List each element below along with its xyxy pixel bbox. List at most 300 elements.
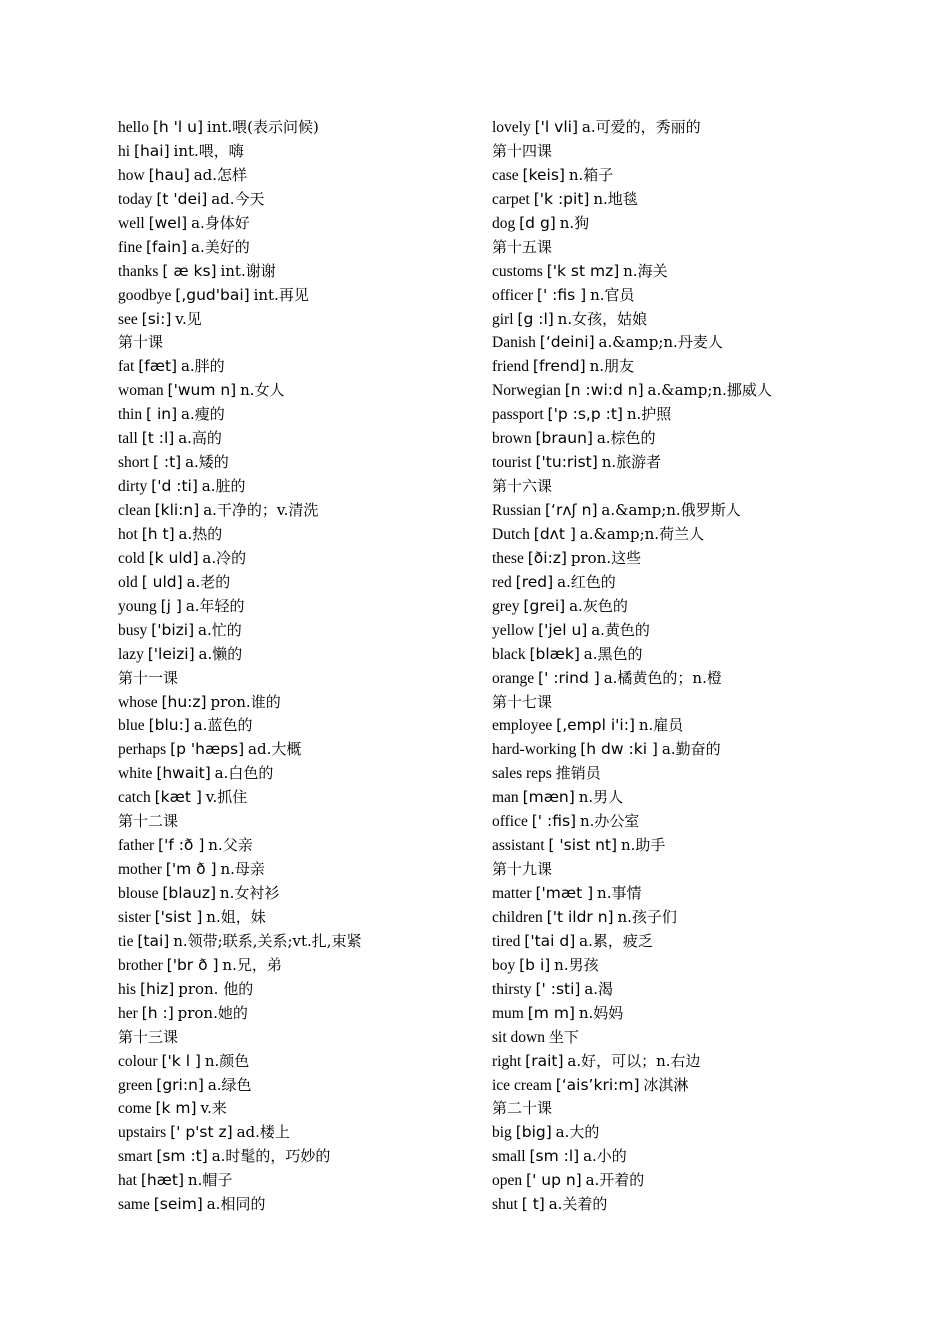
- vocab-entry: [492, 978, 852, 1002]
- vocab-entry: [118, 236, 478, 260]
- vocab-phonetic: [d g]: [519, 213, 556, 232]
- vocab-definition: a.冷的: [202, 548, 247, 567]
- vocab-word: thin: [118, 406, 143, 424]
- vocab-word: officer: [492, 286, 534, 304]
- vocab-phonetic: [t 'dei]: [156, 189, 208, 208]
- vocab-phonetic: [j ]: [160, 596, 182, 615]
- vocab-definition: ad.怎样: [193, 165, 248, 184]
- vocab-word: lovely: [492, 119, 531, 136]
- vocab-phonetic: ['sist ]: [154, 907, 203, 926]
- vocab-entry: [118, 643, 478, 667]
- vocab-entry: [492, 714, 852, 738]
- vocab-word: upstairs: [118, 1124, 167, 1142]
- vocab-phonetic: [hau]: [148, 165, 190, 184]
- vocab-definition: n.孩子们: [617, 907, 677, 926]
- vocab-entry: [118, 834, 478, 858]
- vocab-phonetic: [sm :t]: [156, 1147, 208, 1166]
- vocab-phonetic: [blæk]: [529, 644, 580, 663]
- vocab-word: his: [118, 980, 137, 998]
- lesson-heading: [118, 331, 478, 355]
- lesson-title: 第十二课: [118, 812, 179, 831]
- vocab-word: grey: [492, 597, 520, 615]
- vocab-entry: [118, 164, 478, 188]
- vocab-word: assistant: [492, 837, 545, 855]
- vocab-entry: [492, 284, 852, 308]
- vocab-entry: [118, 188, 478, 212]
- vocab-phonetic: [ in]: [146, 405, 178, 424]
- vocab-entry: [492, 1121, 852, 1145]
- vocab-entry: [492, 188, 852, 212]
- vocab-definition: ad.楼上: [236, 1123, 290, 1142]
- vocab-word: matter: [492, 885, 532, 902]
- vocab-word: customs: [492, 262, 543, 280]
- vocab-entry: [492, 116, 852, 140]
- vocab-phonetic: ['k l ]: [161, 1051, 201, 1070]
- vocab-definition: v.抓住: [205, 788, 248, 807]
- vocab-phonetic: [ uld]: [141, 572, 183, 591]
- vocab-word: man: [492, 789, 519, 807]
- vocab-entry: [492, 882, 852, 906]
- vocab-entry: [118, 738, 478, 762]
- vocab-phonetic: [hwait]: [156, 764, 211, 783]
- vocab-word: thirsty: [492, 980, 532, 998]
- vocab-phonetic: [' :fis ]: [536, 285, 587, 304]
- vocab-phonetic: [dʌt ]: [533, 524, 576, 543]
- vocab-definition: n.雇员: [638, 716, 684, 735]
- vocab-entry: [118, 1193, 478, 1217]
- vocab-word: dirty: [118, 478, 148, 496]
- vocab-definition: n.男人: [578, 788, 624, 807]
- vocab-word: goodbye: [118, 286, 172, 304]
- vocab-word: tall: [118, 430, 138, 448]
- vocab-word: employee: [492, 717, 553, 735]
- vocab-definition: a.身体好: [191, 213, 250, 232]
- vocab-definition: n.旅游者: [601, 453, 662, 472]
- vocab-word: big: [492, 1124, 512, 1142]
- vocab-word: hard-working: [492, 741, 577, 759]
- vocab-definition: v.见: [175, 309, 202, 328]
- vocab-definition: n.男孩: [554, 955, 599, 974]
- vocab-entry: [118, 451, 478, 475]
- lesson-heading: [492, 475, 852, 499]
- vocab-phonetic: [k m]: [155, 1099, 197, 1118]
- vocab-entry: [118, 475, 478, 499]
- vocab-definition: v.来: [200, 1099, 227, 1118]
- vocab-phonetic: [kæt ]: [154, 788, 202, 807]
- vocab-word: perhaps: [118, 741, 167, 759]
- vocab-entry: [118, 355, 478, 379]
- vocab-entry: [118, 714, 478, 738]
- lesson-heading: [492, 691, 852, 715]
- vocab-definition: a.胖的: [180, 357, 225, 376]
- vocab-phonetic: [h t]: [141, 524, 175, 543]
- vocab-phonetic: [blu:]: [148, 716, 190, 735]
- vocab-phonetic: [hæt]: [140, 1171, 185, 1190]
- vocab-definition: n.女人: [240, 381, 285, 400]
- vocab-phonetic: [' :rind ]: [538, 668, 600, 687]
- lesson-title: 第十七课: [492, 692, 553, 711]
- vocab-definition: a.橘黄色的；n.橙: [603, 668, 722, 687]
- vocab-word: colour: [118, 1052, 158, 1070]
- vocab-phonetic: [blauz]: [162, 884, 217, 902]
- vocab-phonetic: [p 'hæps]: [170, 740, 245, 759]
- vocab-phonetic: [fæt]: [138, 357, 178, 376]
- vocab-word: cold: [118, 549, 145, 567]
- vocab-definition: a.&amp;n.挪威人: [647, 381, 772, 400]
- vocab-word: tired: [492, 932, 521, 950]
- vocab-entry: [492, 595, 852, 619]
- vocab-entry: [118, 858, 478, 882]
- vocab-phonetic: [tai]: [137, 931, 170, 950]
- vocab-word: red: [492, 573, 512, 591]
- vocab-entry: [492, 786, 852, 810]
- vocab-entry: [492, 643, 852, 667]
- vocab-definition: n.姐，妹: [206, 907, 266, 926]
- vocab-definition: a.懒的: [198, 644, 243, 663]
- vocab-definition: n.女孩，姑娘: [557, 309, 648, 328]
- vocab-word: fine: [118, 238, 143, 256]
- lesson-title: 第十课: [118, 333, 164, 352]
- lesson-title: 第二十课: [492, 1099, 553, 1118]
- vocab-entry: [118, 379, 478, 403]
- vocab-word: shut: [492, 1196, 518, 1214]
- vocab-entry: [492, 1002, 852, 1026]
- vocab-word: open: [492, 1172, 523, 1190]
- vocab-word: same: [118, 1196, 150, 1214]
- vocab-word: woman: [118, 382, 164, 400]
- vocab-entry: [118, 1121, 478, 1145]
- vocab-phonetic: ['jel u]: [538, 620, 588, 639]
- vocab-phonetic: ['leizi]: [147, 644, 195, 663]
- vocab-phonetic: [m m]: [527, 1003, 575, 1022]
- vocab-definition: a.瘦的: [181, 405, 225, 424]
- vocab-definition: a.累，疲乏: [579, 931, 653, 950]
- vocab-entry: [492, 499, 852, 523]
- vocab-entry: [492, 738, 852, 762]
- vocab-word: tie: [118, 932, 134, 950]
- vocab-phonetic: [braun]: [535, 429, 593, 448]
- vocab-definition: a.脏的: [201, 477, 246, 496]
- vocab-entry: [492, 810, 852, 834]
- vocab-definition: a.关着的: [548, 1195, 608, 1214]
- vocab-word: lazy: [118, 645, 144, 663]
- vocab-entry: [118, 978, 478, 1002]
- vocab-definition: 推销员: [555, 764, 601, 783]
- vocab-definition: a.&amp;n.荷兰人: [579, 524, 705, 543]
- lesson-heading: [118, 1026, 478, 1050]
- vocab-entry: [492, 1145, 852, 1169]
- vocab-definition: a.开着的: [585, 1171, 645, 1190]
- lesson-title: 第十三课: [118, 1027, 179, 1046]
- vocab-definition: a.可爱的，秀丽的: [581, 118, 701, 136]
- vocab-phonetic: [big]: [515, 1123, 552, 1142]
- vocab-entry: [118, 547, 478, 571]
- vocab-entry: [118, 116, 478, 140]
- vocab-phonetic: [' up n]: [526, 1171, 582, 1190]
- vocab-definition: n.海关: [623, 261, 668, 280]
- vocab-definition: a.黄色的: [591, 620, 650, 639]
- vocab-entry: [118, 427, 478, 451]
- vocab-definition: int.再见: [253, 285, 309, 304]
- vocab-word: carpet: [492, 190, 530, 208]
- vocab-phonetic: [ t]: [521, 1195, 545, 1214]
- vocab-entry: [118, 1002, 478, 1026]
- vocab-word: passport: [492, 406, 544, 424]
- vocab-entry: [492, 355, 852, 379]
- vocab-entry: [118, 882, 478, 906]
- vocab-phonetic: [ :t]: [152, 453, 182, 472]
- vocab-word: clean: [118, 502, 151, 519]
- vocab-phonetic: [hai]: [133, 141, 170, 160]
- vocab-word: these: [492, 549, 524, 567]
- vocab-phonetic: [rait]: [525, 1051, 564, 1070]
- vocab-word: young: [118, 597, 157, 615]
- lesson-title: 第十五课: [492, 237, 553, 256]
- vocab-word: brown: [492, 430, 532, 448]
- vocab-phonetic: ['br ð ]: [166, 955, 219, 974]
- vocab-word: children: [492, 908, 543, 926]
- vocab-definition: int.谢谢: [220, 261, 276, 280]
- vocab-phonetic: [h :]: [141, 1003, 174, 1022]
- vocab-phonetic: ['l vli]: [534, 118, 578, 136]
- vocab-phonetic: [mæn]: [522, 788, 575, 807]
- vocab-phonetic: ['wum n]: [167, 381, 237, 400]
- lesson-heading: [492, 1097, 852, 1121]
- vocab-definition: int.喂，嗨: [173, 141, 244, 160]
- vocab-definition: ad.今天: [211, 189, 265, 208]
- vocab-definition: n.妈妈: [578, 1003, 624, 1022]
- lesson-title: 第十一课: [118, 668, 179, 687]
- vocab-word: blue: [118, 717, 145, 735]
- vocab-entry: [492, 619, 852, 643]
- vocab-phonetic: [ æ ks]: [162, 261, 217, 280]
- vocab-entry: [492, 451, 852, 475]
- vocab-word: well: [118, 214, 145, 232]
- vocab-word: her: [118, 1004, 138, 1022]
- vocab-phonetic: ['t ildr n]: [546, 907, 614, 926]
- vocab-phonetic: ['bizi]: [151, 620, 195, 639]
- vocab-phonetic: ['p :s,p :t]: [547, 405, 623, 424]
- lesson-heading: [118, 667, 478, 691]
- vocab-entry: [492, 906, 852, 930]
- vocab-entry: [492, 164, 852, 188]
- vocab-entry: [118, 762, 478, 786]
- vocab-entry: [118, 571, 478, 595]
- vocab-definition: n.箱子: [568, 165, 614, 184]
- vocab-word: see: [118, 310, 138, 328]
- vocab-definition: n.母亲: [220, 860, 265, 879]
- vocab-phonetic: [' :fis]: [531, 812, 577, 831]
- vocab-word: come: [118, 1100, 152, 1118]
- vocab-phonetic: ['m ð ]: [165, 860, 217, 879]
- vocab-word: Danish: [492, 334, 536, 352]
- vocab-word: thanks: [118, 262, 159, 280]
- vocab-phonetic: [si:]: [141, 309, 172, 328]
- vocab-entry: [492, 331, 852, 355]
- vocab-entry: [118, 1097, 478, 1121]
- vocab-definition: a.矮的: [185, 453, 229, 472]
- vocab-word: short: [118, 454, 149, 472]
- vocab-entry: [118, 906, 478, 930]
- vocab-word: girl: [492, 310, 514, 328]
- vocab-word: Russian: [492, 502, 542, 519]
- vocab-entry: [492, 523, 852, 547]
- vocab-definition: pron.谁的: [210, 692, 281, 711]
- vocab-word: brother: [118, 956, 163, 974]
- vocab-word: blouse: [118, 885, 159, 902]
- vocab-entry: [118, 1074, 478, 1098]
- vocab-entry: [492, 1074, 852, 1098]
- vocab-definition: n.兄，弟: [222, 955, 282, 974]
- vocab-definition: a.绿色: [207, 1075, 252, 1094]
- vocab-word: tourist: [492, 454, 532, 472]
- vocab-definition: pron.这些: [570, 548, 642, 567]
- vocab-definition: pron. 他的: [178, 979, 254, 998]
- vocab-phonetic: [‘ais’kri:m]: [555, 1075, 640, 1094]
- vocab-entry: [492, 1169, 852, 1193]
- vocab-definition: 冰淇淋: [643, 1075, 689, 1094]
- vocab-definition: a.蓝色的: [193, 716, 253, 735]
- vocab-definition: n.领带;联系,关系;vt.扎,束紧: [173, 931, 362, 950]
- vocab-entry: [492, 762, 852, 786]
- vocab-word: busy: [118, 621, 148, 639]
- vocab-phonetic: [ 'sist nt]: [548, 836, 618, 855]
- vocab-definition: a.渴: [584, 979, 614, 998]
- vocab-phonetic: [g :l]: [517, 309, 554, 328]
- vocab-phonetic: [k uld]: [148, 548, 199, 567]
- vocab-phonetic: [kli:n]: [154, 501, 200, 519]
- vocab-entry: [118, 619, 478, 643]
- vocab-entry: [118, 1050, 478, 1074]
- vocab-entry: [492, 547, 852, 571]
- vocab-phonetic: ['mæt ]: [535, 884, 594, 902]
- vocab-word: how: [118, 166, 145, 184]
- vocab-phonetic: [wel]: [148, 213, 188, 232]
- vocab-word: orange: [492, 669, 535, 687]
- vocab-definition: int.喂(表示问候): [206, 118, 319, 136]
- lesson-heading: [492, 858, 852, 882]
- vocab-phonetic: [red]: [515, 572, 554, 591]
- vocab-word: hi: [118, 142, 131, 160]
- vocab-definition: n.办公室: [579, 812, 640, 831]
- vocab-phonetic: [ði:z]: [527, 548, 567, 567]
- vocab-definition: a.热的: [178, 524, 223, 543]
- vocab-definition: a.黑色的: [583, 644, 643, 663]
- vocab-definition: n.帽子: [187, 1171, 233, 1190]
- vocab-definition: a.好，可以；n.右边: [567, 1051, 701, 1070]
- vocab-entry: [118, 308, 478, 332]
- vocab-entry: [492, 667, 852, 691]
- vocab-definition: a.&amp;n.俄罗斯人: [601, 501, 741, 519]
- vocab-definition: n.护照: [626, 405, 672, 424]
- vocab-entry: [492, 930, 852, 954]
- vocab-word: office: [492, 813, 528, 831]
- lesson-title: 第十四课: [492, 141, 553, 160]
- vocab-phonetic: [fain]: [145, 237, 188, 256]
- vocab-phonetic: [hiz]: [139, 979, 175, 998]
- vocab-word: fat: [118, 358, 135, 376]
- vocab-phonetic: [seim]: [153, 1195, 203, 1214]
- vocab-entry: [492, 379, 852, 403]
- lesson-title: 第十九课: [492, 860, 553, 879]
- vocab-phonetic: [' :sti]: [535, 979, 581, 998]
- vocab-word: mum: [492, 1004, 524, 1022]
- vocabulary-column-left: [118, 116, 478, 1217]
- vocab-word: ice cream: [492, 1076, 552, 1094]
- vocab-definition: n.地毯: [593, 189, 638, 208]
- vocab-definition: a.灰色的: [569, 596, 628, 615]
- lesson-heading: [492, 236, 852, 260]
- lesson-heading: [118, 810, 478, 834]
- vocab-word: old: [118, 573, 138, 591]
- vocab-entry: [118, 403, 478, 427]
- lesson-title: 第十六课: [492, 477, 553, 496]
- vocab-word: smart: [118, 1148, 153, 1166]
- vocab-phonetic: ['k st mz]: [546, 261, 620, 280]
- vocab-phonetic: [‘deini]: [539, 333, 595, 352]
- vocab-definition: n.女衬衫: [219, 884, 280, 902]
- vocab-word: black: [492, 645, 526, 663]
- vocab-entry: [492, 954, 852, 978]
- vocab-word: whose: [118, 693, 158, 711]
- vocab-phonetic: ['tai d]: [524, 931, 576, 950]
- vocab-entry: [118, 523, 478, 547]
- vocab-word: case: [492, 166, 519, 184]
- vocab-word: sit down: [492, 1028, 545, 1046]
- vocab-definition: a.美好的: [191, 237, 250, 256]
- vocab-definition: a.老的: [186, 572, 231, 591]
- vocab-definition: a.小的: [583, 1147, 627, 1166]
- vocab-entry: [492, 1193, 852, 1217]
- vocab-word: hat: [118, 1172, 137, 1190]
- vocab-entry: [492, 571, 852, 595]
- vocab-definition: a.干净的；v.清洗: [203, 501, 319, 519]
- vocab-entry: [118, 284, 478, 308]
- vocab-entry: [118, 786, 478, 810]
- vocab-phonetic: [' p'st z]: [170, 1123, 233, 1142]
- vocab-word: yellow: [492, 621, 535, 639]
- vocab-word: Dutch: [492, 525, 530, 543]
- vocab-definition: a.白色的: [214, 764, 274, 783]
- vocab-definition: a.红色的: [557, 572, 616, 591]
- vocab-entry: [492, 427, 852, 451]
- vocab-word: small: [492, 1148, 526, 1166]
- vocab-word: father: [118, 837, 155, 855]
- vocab-entry: [492, 308, 852, 332]
- vocab-word: catch: [118, 789, 151, 807]
- vocab-phonetic: [frend]: [532, 357, 586, 376]
- vocab-entry: [118, 212, 478, 236]
- vocab-definition: a.大的: [555, 1123, 600, 1142]
- vocab-entry: [492, 834, 852, 858]
- vocab-phonetic: [sm :l]: [529, 1147, 580, 1166]
- vocab-word: hello: [118, 119, 149, 136]
- vocab-word: right: [492, 1052, 522, 1070]
- vocab-definition: n.官员: [590, 285, 635, 304]
- vocab-definition: a.时髦的，巧妙的: [211, 1147, 331, 1166]
- vocab-word: dog: [492, 214, 516, 232]
- vocab-definition: a.年轻的: [185, 596, 245, 615]
- vocab-phonetic: [h 'l u]: [152, 118, 204, 136]
- vocab-word: friend: [492, 358, 530, 376]
- vocab-definition: n.事情: [597, 884, 642, 902]
- vocab-definition: 坐下: [548, 1027, 579, 1046]
- vocab-entry: [118, 930, 478, 954]
- vocab-entry: [118, 499, 478, 523]
- vocab-definition: a.&amp;n.丹麦人: [598, 333, 723, 352]
- vocab-definition: a.忙的: [198, 620, 242, 639]
- vocab-definition: a.棕色的: [596, 429, 656, 448]
